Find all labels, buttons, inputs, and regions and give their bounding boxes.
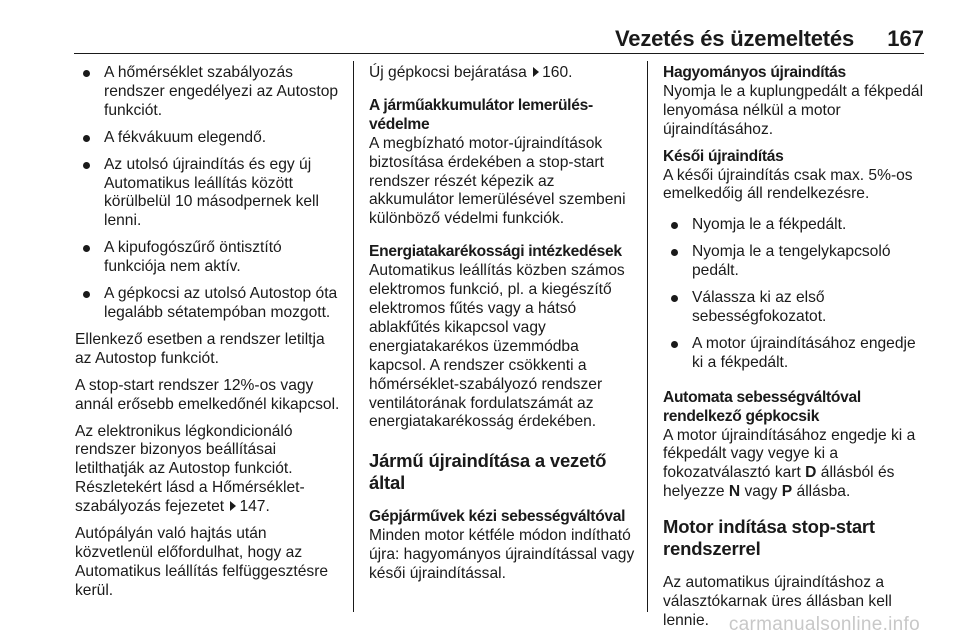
paragraph: Autópályán való hajtás után közvetlenül előfordulhat, hogy az Automatikus leállítás felfüggesztésre kerül. [75,525,329,599]
section-heading: Motor indítása stop-start rendszerrel [663,516,875,560]
bullet-dot-icon [83,245,90,252]
subheading: Energiatakarékossági intézkedések [369,243,622,261]
bullet-dot-icon [671,341,678,348]
gear-position-n: N [728,483,741,501]
bullet-dot-icon [671,222,678,229]
subheading: Hagyományos újraindítás [663,64,846,81]
list-item-text: Válassza ki az első sebességfokozatot. [692,289,827,325]
list-item-text: Nyomja le a tengelykapcsoló pedált. [692,243,891,280]
list-item-text: Nyomja le a fékpedált. [692,216,847,234]
column-divider-2 [647,61,648,612]
paragraph-text: állásba. [796,483,851,501]
list-item [75,285,343,323]
column-3 [663,64,931,639]
paragraph: Ellenkező esetben a rendszer letiltja az Autostop funkciót. [75,330,325,367]
paragraph-text: vagy [744,483,778,501]
list-item-text: A motor újraindításához engedje ki a fékpedált. [692,334,916,371]
watermark: carmanualsonline.info [728,614,920,635]
list-item-text: A fékvákuum elegendő. [104,128,267,146]
paragraph: Automatikus leállítás közben számos elektromos funkció, pl. a kiegészítő elektromos fűtés vagy a hátsó ablakfűtés kikapcsol vagy energiatakarékos üzemmódba kapcsol. A rendszer csökkenti a hőmérséklet-szabályozó rendszer ventilátorának fordulatszámát az energiatakarékosság érdekében. [369,262,625,431]
bullet-dot-icon [83,70,90,77]
subheading: Automata sebességváltóval rendelkező gépkocsik [663,388,861,425]
header-divider [74,53,924,54]
list-item-text: A gépkocsi az utolsó Autostop óta legalább sétatempóban mozgott. [104,285,338,321]
subheading: Gépjárművek kézi sebességváltóval [369,508,626,526]
list-item [75,156,343,232]
paragraph-text: állásból és helyezze [663,464,895,501]
page-number: 167 [887,26,924,51]
bullet-dot-icon [83,162,90,169]
column-2 [369,64,637,592]
list-item [75,239,343,277]
page-reference-link[interactable]: 147. [239,498,270,516]
bullet-dot-icon [83,291,90,298]
page-header [0,0,960,52]
gear-position-d: D [805,464,817,482]
paragraph: A stop-start rendszer 12%-os vagy annál erősebb emelkedőnél kikapcsol. [75,376,340,413]
page-reference-arrow-icon [230,501,236,511]
paragraph-text: Az elektronikus légkondicionáló rendszer bizonyos beállításai letilthatják az Autostop funkciót. Részletekért lásd a Hőmérséklet-szabályozás fejezetet [75,422,305,516]
list-item [663,243,931,281]
conditions-list [75,64,343,323]
list-item-text: A kipufogószűrő öntisztító funkciója nem aktív. [104,239,282,276]
page-reference-arrow-icon [533,67,539,77]
paragraph [663,427,931,503]
bullet-dot-icon [671,249,678,256]
paragraph-text: Új gépkocsi bejáratása [369,64,527,81]
restart-steps-list [663,216,931,372]
list-item [663,216,931,235]
subheading: A járműakkumulátor lemerülés-védelme [369,96,593,133]
paragraph: Minden motor kétféle módon indítható újra: hagyományos újraindítással vagy késői újraindítással. [369,527,635,583]
list-item [663,335,931,373]
column-1 [75,64,343,609]
paragraph-text: A motor újraindításához engedje ki a fékpedált vagy vegye ki a fokozatválasztó kart [663,426,916,482]
paragraph: A megbízható motor-újraindítások biztosítása érdekében a stop-start rendszer részét képezik az akkumulátor lemerülésével szembeni különböző védelmi funkciók. [369,134,626,228]
list-item-text: Az utolsó újraindítás és egy új Automatikus leállítás között körülbelül 10 másodpernek kell lenni. [104,155,319,230]
subheading: Késői újraindítás [663,147,784,165]
paragraph: Az automatikus újraindításhoz a választókarnak üres állásban kell lennie. [663,574,892,629]
paragraph [75,423,343,518]
gear-position-p: P [781,483,793,501]
list-item [75,64,343,121]
list-item [75,129,343,148]
paragraph: Nyomja le a kuplungpedált a fékpedál lenyomása nélkül a motor újraindításához. [663,82,924,138]
list-item-text: A hőmérséklet szabályozás rendszer engedélyezi az Autostop funkciót. [104,64,339,119]
chapter-title: Vezetés és üzemeltetés [615,26,854,51]
bullet-dot-icon [83,135,90,142]
bullet-dot-icon [671,295,678,302]
page-reference-link[interactable]: 160. [542,64,573,81]
column-divider-1 [353,61,354,612]
paragraph [369,64,637,83]
section-heading: Jármű újraindítása a vezető által [369,450,607,494]
list-item [663,289,931,327]
paragraph: A késői újraindítás csak max. 5%-os emelkedőig áll rendelkezésre. [663,166,913,203]
